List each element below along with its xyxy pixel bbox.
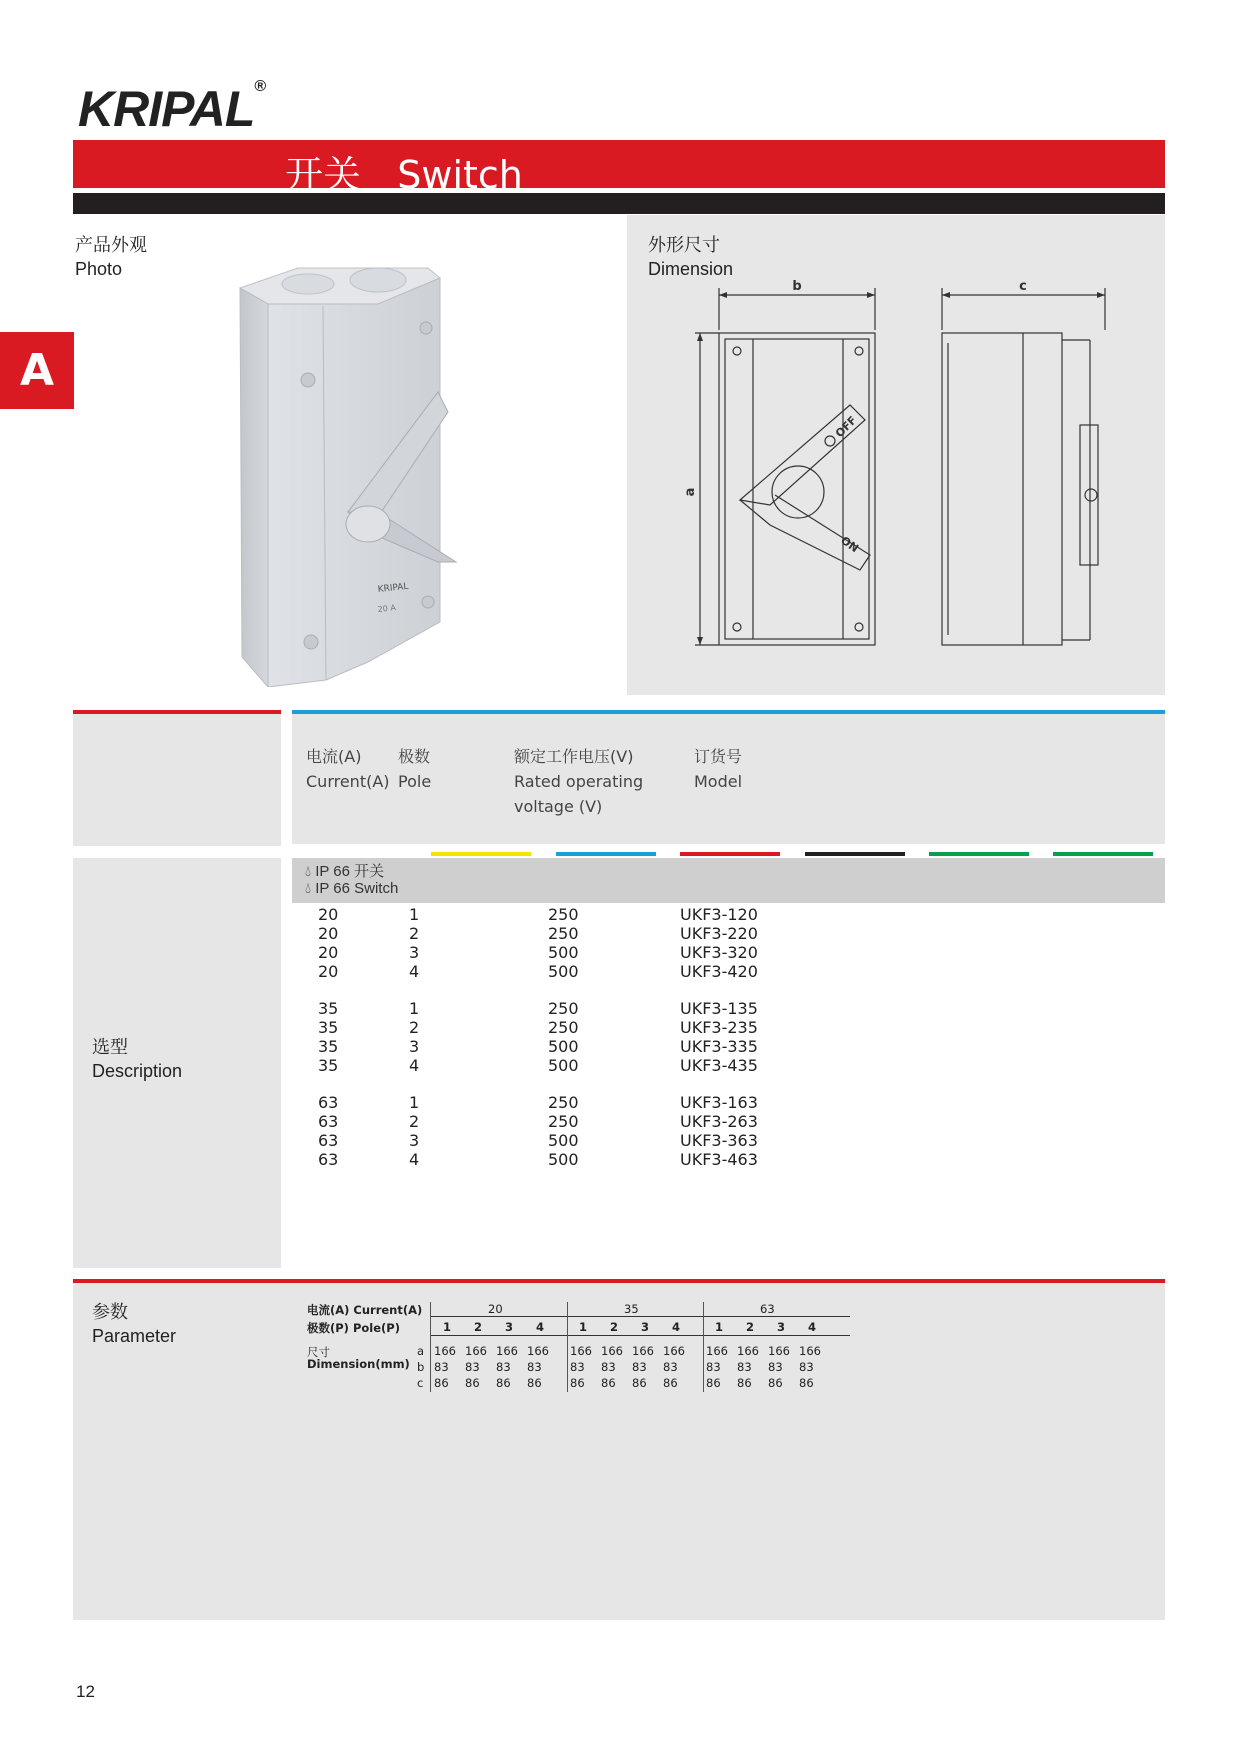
- row-model: UKF3-463: [680, 1150, 758, 1169]
- param-cell: 86: [601, 1376, 616, 1390]
- param-cell: 86: [768, 1376, 783, 1390]
- table-row: [0, 1150, 1241, 1169]
- param-cell: 83: [527, 1360, 542, 1374]
- table-row: [0, 924, 1241, 943]
- droplet-icon: 💧︎: [305, 880, 312, 897]
- param-cell: 83: [737, 1360, 752, 1374]
- param-cell: 83: [706, 1360, 721, 1374]
- product-photo: [228, 262, 498, 687]
- param-pole-header: 3: [641, 1320, 650, 1334]
- param-current-label: 电流(A) Current(A): [307, 1303, 423, 1317]
- table-row: [0, 1037, 1241, 1056]
- table-row: [0, 943, 1241, 962]
- col-pole-en: Pole: [398, 772, 432, 791]
- param-row-key: a: [417, 1344, 425, 1358]
- param-pole-header: 1: [715, 1320, 724, 1334]
- param-cell: 86: [465, 1376, 480, 1390]
- row-pole: 2: [409, 1018, 420, 1037]
- param-cell: 83: [570, 1360, 585, 1374]
- param-cell: 166: [527, 1344, 549, 1358]
- color-swatch: [680, 852, 780, 856]
- param-cell: 83: [663, 1360, 678, 1374]
- param-dim-label-cn: 尺寸: [307, 1345, 330, 1359]
- param-pole-header: 4: [808, 1320, 817, 1334]
- row-voltage: 500: [548, 1037, 579, 1056]
- param-pole-label: 极数(P) Pole(P): [307, 1321, 400, 1335]
- param-pole-header: 1: [579, 1320, 588, 1334]
- param-cell: 86: [706, 1376, 721, 1390]
- param-cell: 166: [706, 1344, 728, 1358]
- row-current: 20: [318, 924, 339, 943]
- table-row: [0, 905, 1241, 924]
- row-voltage: 500: [548, 1131, 579, 1150]
- param-cell: 166: [632, 1344, 654, 1358]
- col-voltage-en-2: voltage (V): [514, 797, 603, 816]
- param-group-header: 63: [760, 1302, 775, 1316]
- param-cell: 83: [601, 1360, 616, 1374]
- row-voltage: 250: [548, 1112, 579, 1131]
- svg-text:KRIPAL: KRIPAL: [377, 581, 409, 595]
- table-row: [0, 999, 1241, 1018]
- col-voltage: [514, 744, 643, 819]
- description-label-cn: 选型: [92, 1037, 128, 1057]
- param-cell: 86: [496, 1376, 511, 1390]
- row-current: 63: [318, 1131, 339, 1150]
- header-underline: [73, 193, 1165, 214]
- param-pole-header: 2: [474, 1320, 483, 1334]
- param-pole-header: 3: [777, 1320, 786, 1334]
- row-pole: 4: [409, 962, 420, 981]
- param-divider-2: [430, 1335, 850, 1336]
- row-model: UKF3-320: [680, 943, 758, 962]
- param-cell: 166: [465, 1344, 487, 1358]
- row-current: 35: [318, 1037, 339, 1056]
- dimension-label-cn: 外形尺寸: [648, 235, 720, 255]
- param-cell: 86: [527, 1376, 542, 1390]
- on-label: ON: [838, 533, 861, 556]
- row-current: 20: [318, 943, 339, 962]
- row-voltage: 500: [548, 1056, 579, 1075]
- ip-band: [292, 858, 1165, 903]
- col-current: [306, 744, 390, 794]
- table-row: [0, 1018, 1241, 1037]
- row-model: UKF3-363: [680, 1131, 758, 1150]
- param-cell: 86: [570, 1376, 585, 1390]
- param-pole-header: 2: [610, 1320, 619, 1334]
- row-model: UKF3-120: [680, 905, 758, 924]
- param-cell: 166: [570, 1344, 592, 1358]
- col-model: [694, 744, 742, 794]
- col-voltage-en-1: Rated operating: [514, 772, 644, 791]
- param-pole-header: 4: [672, 1320, 681, 1334]
- droplet-icon: 💧︎: [305, 863, 312, 880]
- row-current: 20: [318, 962, 339, 981]
- param-row-key: b: [417, 1360, 425, 1374]
- row-model: UKF3-263: [680, 1112, 758, 1131]
- color-swatch: [556, 852, 656, 856]
- dimension-drawing: [680, 270, 1120, 655]
- row-current: 63: [318, 1112, 339, 1131]
- param-cell: 86: [434, 1376, 449, 1390]
- row-pole: 4: [409, 1150, 420, 1169]
- row-pole: 2: [409, 924, 420, 943]
- photo-label-cn: 产品外观: [75, 235, 147, 255]
- row-voltage: 250: [548, 999, 579, 1018]
- param-divider-1: [430, 1316, 850, 1317]
- param-cell: 166: [737, 1344, 759, 1358]
- parameter-label-en: Parameter: [92, 1326, 177, 1346]
- param-cell: 83: [632, 1360, 647, 1374]
- param-group-divider: [567, 1302, 568, 1392]
- row-voltage: 500: [548, 1150, 579, 1169]
- table-row: [0, 1131, 1241, 1150]
- dim-b-label: b: [792, 279, 802, 294]
- row-model: UKF3-435: [680, 1056, 758, 1075]
- param-cell: 166: [663, 1344, 685, 1358]
- row-current: 35: [318, 1056, 339, 1075]
- param-group-header: 20: [488, 1302, 503, 1316]
- row-voltage: 500: [548, 962, 579, 981]
- param-cell: 86: [632, 1376, 647, 1390]
- param-pole-header: 1: [443, 1320, 452, 1334]
- param-cell: 166: [768, 1344, 790, 1358]
- param-group-header: 35: [624, 1302, 639, 1316]
- param-cell: 86: [663, 1376, 678, 1390]
- table-row: [0, 1056, 1241, 1075]
- row-pole: 3: [409, 1037, 420, 1056]
- photo-label: [75, 233, 147, 281]
- row-model: UKF3-135: [680, 999, 758, 1018]
- row-voltage: 500: [548, 943, 579, 962]
- dim-a-label: a: [683, 487, 698, 497]
- param-cell: 166: [601, 1344, 623, 1358]
- registered-mark: ®: [254, 78, 266, 95]
- row-pole: 2: [409, 1112, 420, 1131]
- row-pole: 1: [409, 905, 420, 924]
- svg-text:20 A: 20 A: [377, 603, 397, 614]
- row-pole: 1: [409, 1093, 420, 1112]
- param-pole-header: 2: [746, 1320, 755, 1334]
- page-number: 12: [76, 1682, 95, 1701]
- param-group-divider: [703, 1302, 704, 1392]
- row-voltage: 250: [548, 1018, 579, 1037]
- table-row: [0, 962, 1241, 981]
- color-swatch: [431, 852, 531, 856]
- row-model: UKF3-235: [680, 1018, 758, 1037]
- row-pole: 3: [409, 943, 420, 962]
- param-cell: 86: [799, 1376, 814, 1390]
- photo-label-en: Photo: [75, 259, 123, 279]
- row-voltage: 250: [548, 924, 579, 943]
- row-current: 20: [318, 905, 339, 924]
- brand-name: KRIPAL: [78, 81, 255, 137]
- header-bar: [73, 140, 1165, 188]
- table-row: [0, 1112, 1241, 1131]
- row-model: UKF3-163: [680, 1093, 758, 1112]
- param-cell: 166: [496, 1344, 518, 1358]
- col-current-en: Current(A): [306, 772, 390, 791]
- left-header-block: [73, 714, 281, 846]
- col-pole: [398, 744, 431, 794]
- param-cell: 83: [799, 1360, 814, 1374]
- row-voltage: 250: [548, 1093, 579, 1112]
- col-model-en: Model: [694, 772, 743, 791]
- row-pole: 1: [409, 999, 420, 1018]
- row-voltage: 250: [548, 905, 579, 924]
- table-row: [0, 1093, 1241, 1112]
- parameter-label: [92, 1300, 176, 1348]
- param-cell: 83: [496, 1360, 511, 1374]
- row-current: 35: [318, 1018, 339, 1037]
- row-model: UKF3-335: [680, 1037, 758, 1056]
- parameter-label-cn: 参数: [92, 1302, 128, 1322]
- param-row-key: c: [417, 1376, 424, 1390]
- col-current-cn: 电流(A): [306, 747, 362, 766]
- ip-title-en: IP 66 Switch: [315, 880, 399, 897]
- off-label: OFF: [832, 413, 860, 441]
- ip-title-cn: IP 66 开关: [315, 863, 385, 880]
- color-swatch: [929, 852, 1029, 856]
- param-pole-header: 4: [536, 1320, 545, 1334]
- col-pole-cn: 极数: [398, 747, 431, 766]
- param-cell: 83: [465, 1360, 480, 1374]
- param-dim-label-en: Dimension(mm): [307, 1357, 410, 1371]
- row-pole: 4: [409, 1056, 420, 1075]
- param-label-divider: [430, 1302, 431, 1392]
- row-model: UKF3-220: [680, 924, 758, 943]
- description-label-en: Description: [92, 1061, 183, 1081]
- parameter-table: [305, 1300, 850, 1400]
- color-swatch: [805, 852, 905, 856]
- brand-logo: [78, 80, 265, 138]
- row-current: 63: [318, 1150, 339, 1169]
- ip-title: [305, 863, 398, 897]
- param-pole-header: 3: [505, 1320, 514, 1334]
- param-cell: 83: [768, 1360, 783, 1374]
- section-tab: A: [0, 332, 74, 409]
- row-model: UKF3-420: [680, 962, 758, 981]
- col-model-cn: 订货号: [694, 747, 743, 766]
- col-voltage-cn: 额定工作电压(V): [514, 747, 634, 766]
- param-cell: 86: [737, 1376, 752, 1390]
- page-title: 开关 Switch: [285, 153, 523, 197]
- dim-c-label: c: [1019, 279, 1027, 294]
- row-current: 35: [318, 999, 339, 1018]
- row-current: 63: [318, 1093, 339, 1112]
- dimension-label-en: Dimension: [648, 259, 734, 279]
- param-cell: 83: [434, 1360, 449, 1374]
- param-cell: 166: [799, 1344, 821, 1358]
- param-cell: 166: [434, 1344, 456, 1358]
- color-swatch: [1053, 852, 1153, 856]
- row-pole: 3: [409, 1131, 420, 1150]
